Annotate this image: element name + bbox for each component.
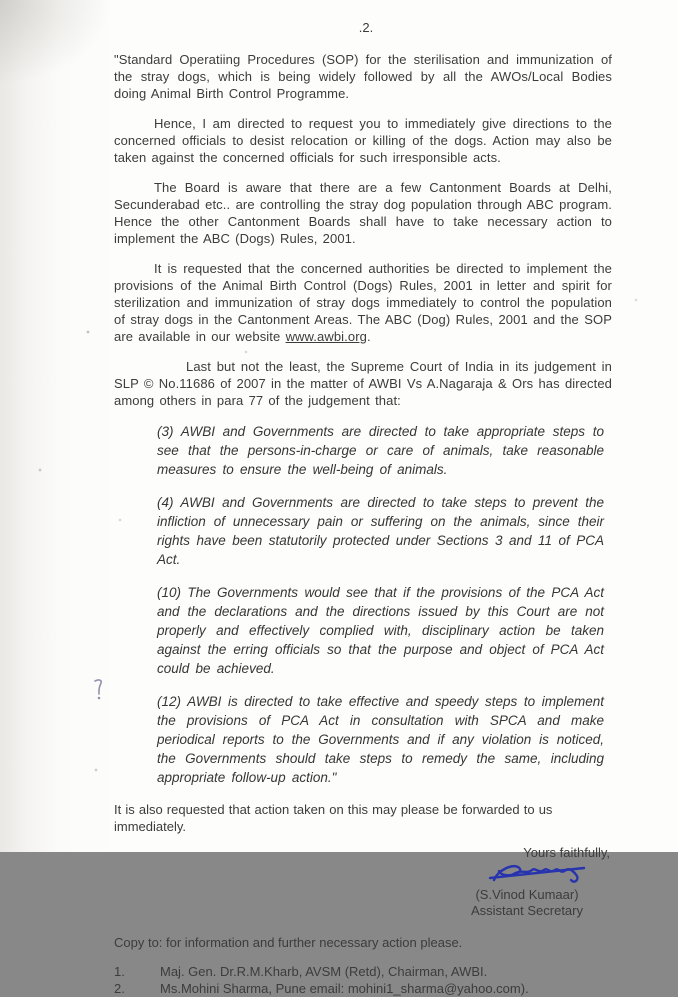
signature-block: [442, 845, 612, 919]
body-paragraph-cantonment-boards: The Board is aware that there are a few Cantonment Boards at Delhi, Secunderabad etc.. are controlling the stray dog population through ABC program. Hence the other Cantonment Boards shall have to take necessary action to implement the ABC (Dogs) Rules, 2001.: [114, 180, 612, 246]
valediction: Yours faithfully,: [523, 845, 610, 860]
pen-mark-icon: [92, 678, 106, 702]
quote-para-12: (12) AWBI is directed to take effective and speedy steps to implement the provisions of PCA Act in consultation with SPCA and make periodical reports to the Governments and if any violation is noticed, the Governments should take steps to remedy the same, including appropriate follow-up action.": [157, 694, 604, 785]
quote-para-3: (3) AWBI and Governments are directed to take appropriate steps to see that the persons-in-charge or care of animals, take reasonable measures to ensure the well-being of animals.: [157, 424, 604, 477]
body-paragraph-abc-rules: [114, 260, 612, 345]
copy-item-number: 1.: [114, 964, 125, 979]
copy-list-item: [114, 964, 612, 980]
signatory-name: (S.Vinod Kumaar): [475, 887, 579, 902]
body-paragraph-directions: Hence, I am directed to request you to immediately give directions to the concerned officials to desist relocation or killing of the dogs. Action may also be taken against the concerned officials for such irresponsible acts.: [114, 116, 612, 165]
copy-item-text: Ms.Mohini Sharma, Pune email: mohini1_sharma@yahoo.com).: [160, 981, 529, 996]
quote-para-4: (4) AWBI and Governments are directed to take steps to prevent the infliction of unnecessary pain or suffering on the animals, since their rights have been statutorily protected under Sections 3 and 11 of PCA Act.: [157, 495, 604, 567]
body-paragraph-supreme-court: Last but not the least, the Supreme Court of India in its judgement in SLP © No.11686 of 2007 in the matter of AWBI Vs A.Nagaraja & Ors has directed among others in para 77 of the judgement that:: [114, 359, 612, 408]
copy-list-item: [114, 981, 612, 997]
website-link: www.awbi.org: [285, 329, 367, 344]
copy-item-text: Maj. Gen. Dr.R.M.Kharb, AVSM (Retd), Chairman, AWBI.: [160, 964, 488, 979]
copy-item-number: 2.: [114, 981, 125, 996]
action-request-line: It is also requested that action taken on this may please be forwarded to us immediately.: [114, 802, 553, 834]
paragraph-text: .: [366, 329, 371, 344]
signatory-title: Assistant Secretary: [471, 903, 583, 918]
copy-list: [114, 964, 612, 997]
copy-to-line: Copy to: for information and further necessary action please.: [114, 935, 463, 950]
quote-para-10: (10) The Governments would see that if the provisions of the PCA Act and the declarations and the directions issued by this Court are not properly and effectively complied with, disciplinary action be taken against the erring officials so that the purpose and object of PCA Act could be achieved.: [157, 585, 604, 676]
page-number: .2.: [358, 20, 374, 35]
body-paragraph-sop: "Standard Operatiing Procedures (SOP) for the sterilisation and immunization of the stray dogs, which is being widely followed by all the AWOs/Local Bodies doing Animal Birth Control Programme.: [114, 52, 612, 101]
paragraph-text: It is requested that the concerned authorities be directed to implement the provisions of the Animal Birth Control (Dogs) Rules, 2001 in letter and spirit for sterilization and immunization of stray dogs immediately to control the population of stray dogs in the Cantonment Areas. The ABC (Dog) Rules, 2001 and the SOP are available in our website: [114, 261, 612, 344]
judgement-quotes: [157, 422, 604, 787]
